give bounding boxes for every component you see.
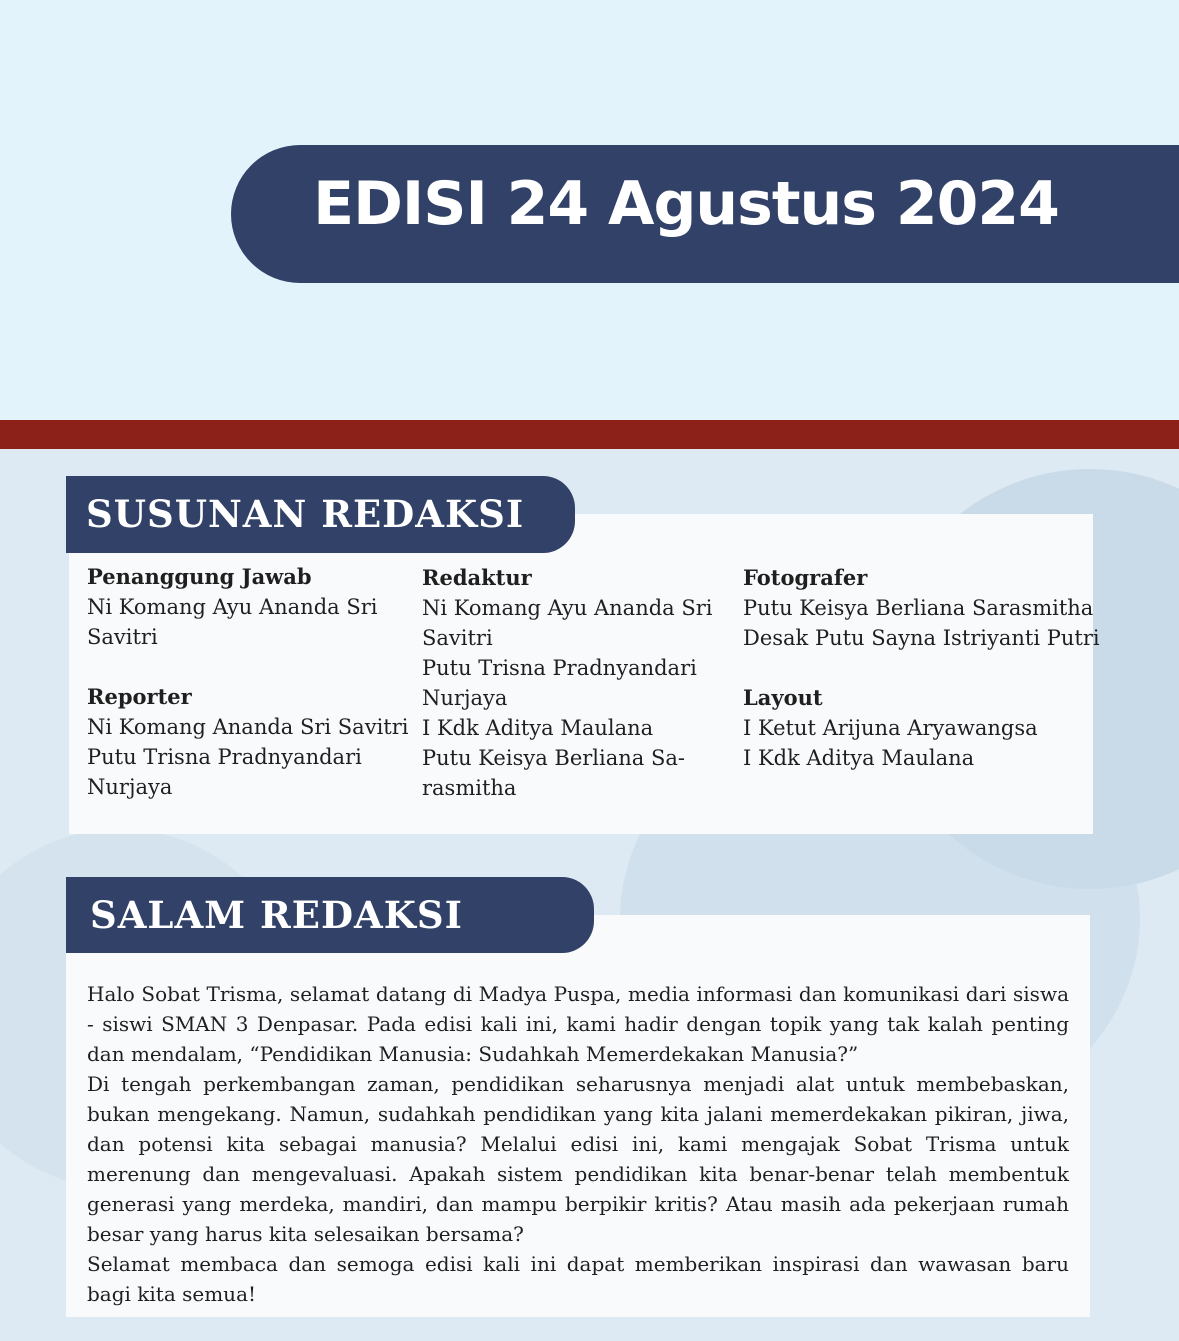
redaksi-column-1 <box>87 562 408 802</box>
penanggung-jawab-line: Ni Komang Ayu Ananda Sri <box>87 595 378 619</box>
redaktur-line: Savitri <box>422 626 493 650</box>
fotografer-label: Fotografer <box>743 565 868 590</box>
layout-label: Layout <box>743 685 823 710</box>
redaktur-line: Putu Keisya Berliana Sa- <box>422 746 685 770</box>
salam-paragraph: Halo Sobat Trisma, selamat datang di Madya Puspa, media informasi dan komunikasi dari siswa - siswi SMAN 3 Denpasar. Pada edisi kali ini, kami hadir dengan topik yang tak kalah penting dan mendalam, “Pendidikan Manusia: Sudahkah Memerdekakan Manusia?” <box>87 982 1069 1066</box>
redaksi-column-3 <box>743 563 1100 773</box>
redaktur-line: rasmitha <box>422 776 517 800</box>
reporter-line: Putu Trisna Pradnyandari <box>87 745 362 769</box>
fotografer-line: Putu Keisya Berliana Sarasmitha <box>743 596 1094 620</box>
salam-redaksi-body <box>87 979 1069 1309</box>
redaktur-line: Putu Trisna Pradnyandari <box>422 656 697 680</box>
reporter-line: Nurjaya <box>87 775 173 799</box>
redaktur-line: Nurjaya <box>422 686 508 710</box>
salam-redaksi-heading-tab <box>66 877 594 953</box>
layout-line: I Kdk Aditya Maulana <box>743 746 975 770</box>
fotografer-line: Desak Putu Sayna Istriyanti Putri <box>743 626 1100 650</box>
layout-line: I Ketut Arijuna Aryawangsa <box>743 716 1038 740</box>
susunan-redaksi-heading: SUSUNAN REDAKSI <box>86 492 525 536</box>
susunan-redaksi-heading-tab <box>66 476 575 553</box>
reporter-line: Ni Komang Ananda Sri Savitri <box>87 715 409 739</box>
redaksi-column-2 <box>422 563 713 803</box>
salam-paragraph: Di tengah perkembangan zaman, pendidikan seharusnya menjadi alat untuk membebaskan, bukan mengekang. Namun, sudahkah pendidikan yang kita jalani memerdekakan pikiran, jiwa, dan potensi kita sebagai manusia? Melalui edisi ini, kami mengajak Sobat Trisma untuk merenung dan mengevaluasi. Apakah sistem pendidikan kita benar-benar telah membentuk generasi yang merdeka, mandiri, dan mampu berpikir kritis? Atau masih ada pekerjaan rumah besar yang harus kita selesaikan bersama? <box>87 1072 1069 1246</box>
edition-banner <box>231 145 1179 283</box>
edition-title: EDISI 24 Agustus 2024 <box>313 169 1059 239</box>
salam-paragraph: Selamat membaca dan semoga edisi kali ini dapat memberikan inspirasi dan wawasan baru bagi kita semua! <box>87 1252 1069 1306</box>
reporter-label: Reporter <box>87 684 192 709</box>
salam-redaksi-heading: SALAM REDAKSI <box>90 893 463 937</box>
red-divider-band <box>0 420 1179 449</box>
penanggung-jawab-line: Savitri <box>87 625 158 649</box>
spacer <box>87 652 408 682</box>
penanggung-jawab-label: Penanggung Jawab <box>87 564 312 589</box>
redaktur-label: Redaktur <box>422 565 532 590</box>
cover-top-area <box>0 0 1179 420</box>
spacer <box>743 653 1100 683</box>
redaktur-line: I Kdk Aditya Maulana <box>422 716 654 740</box>
redaktur-line: Ni Komang Ayu Ananda Sri <box>422 596 713 620</box>
